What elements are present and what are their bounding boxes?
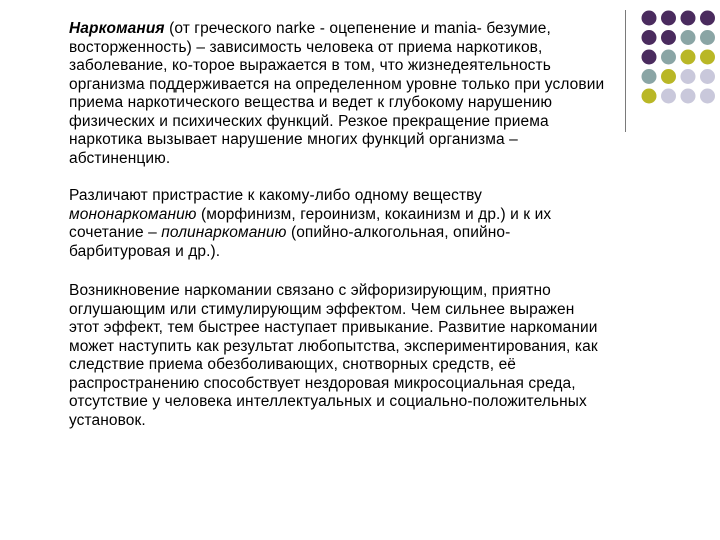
- decorative-dot: [700, 89, 715, 104]
- decorative-dot: [642, 69, 657, 84]
- types-text-c: (опийно-алкогольная, опийно-барбитуровая и др.).: [69, 224, 511, 260]
- decorative-dot: [681, 89, 696, 104]
- term-polynarcomania: полинаркоманию: [161, 224, 287, 241]
- decorative-dot: [661, 11, 676, 26]
- decorative-dot: [661, 30, 676, 45]
- term-narcomania: Наркомания: [69, 20, 165, 37]
- decorative-dot: [681, 69, 696, 84]
- decorative-dot: [700, 50, 715, 65]
- slide-text: [69, 20, 609, 430]
- paragraph-definition: [69, 20, 609, 168]
- decorative-dot-grid: [640, 10, 715, 120]
- decorative-dot: [661, 50, 676, 65]
- decorative-dot: [661, 69, 676, 84]
- decorative-dot: [700, 30, 715, 45]
- decorative-dot: [700, 11, 715, 26]
- decorative-dot: [642, 50, 657, 65]
- types-text-a: Различают пристрастие к какому-либо одному веществу: [69, 187, 483, 204]
- term-mononarcomania: мононаркоманию: [69, 205, 197, 223]
- decorative-dot: [642, 89, 657, 104]
- decorative-dot: [681, 30, 696, 45]
- paragraph-causes: [69, 282, 609, 430]
- paragraph-types: [69, 187, 609, 261]
- decorative-dot: [661, 89, 676, 104]
- causes-text: Возникновение наркомании связано с эйфоризирующим, приятно оглушающим или стимулирующим эффектом. Чем сильнее выражен этот эффект, тем быстрее наступает привыкание. Развитие наркомании может наступить как результат любопытства, экспериментирования, как следствие приема обезболивающих, снотворных средств, её распространению способствует нездоровая микросоциальная среда, отсутствие у человека интеллектуальных и социально-положительных установок.: [69, 282, 598, 429]
- decorative-dot: [642, 30, 657, 45]
- decorative-dot: [642, 11, 657, 26]
- divider-line: [625, 10, 626, 132]
- decorative-dot: [700, 69, 715, 84]
- types-text-b: (морфинизм, героинизм, кокаинизм и др.) и к их сочетание –: [69, 205, 552, 241]
- decorative-dot: [681, 11, 696, 26]
- decorative-dot: [681, 50, 696, 65]
- definition-text: (от греческого narke - оцепенение и mania- безумие, восторженность) – зависимость человека от приема наркотиков, заболевание, ко-торое выражается в том, что жизнедеятельность организма поддерживается на определенном уровне только при условии приема наркотического вещества и ведет к глубокому нарушению физических и психических функций. Резкое прекращение приема наркотика вызывает нарушение многих функций организма – абстиненцию.: [69, 20, 605, 167]
